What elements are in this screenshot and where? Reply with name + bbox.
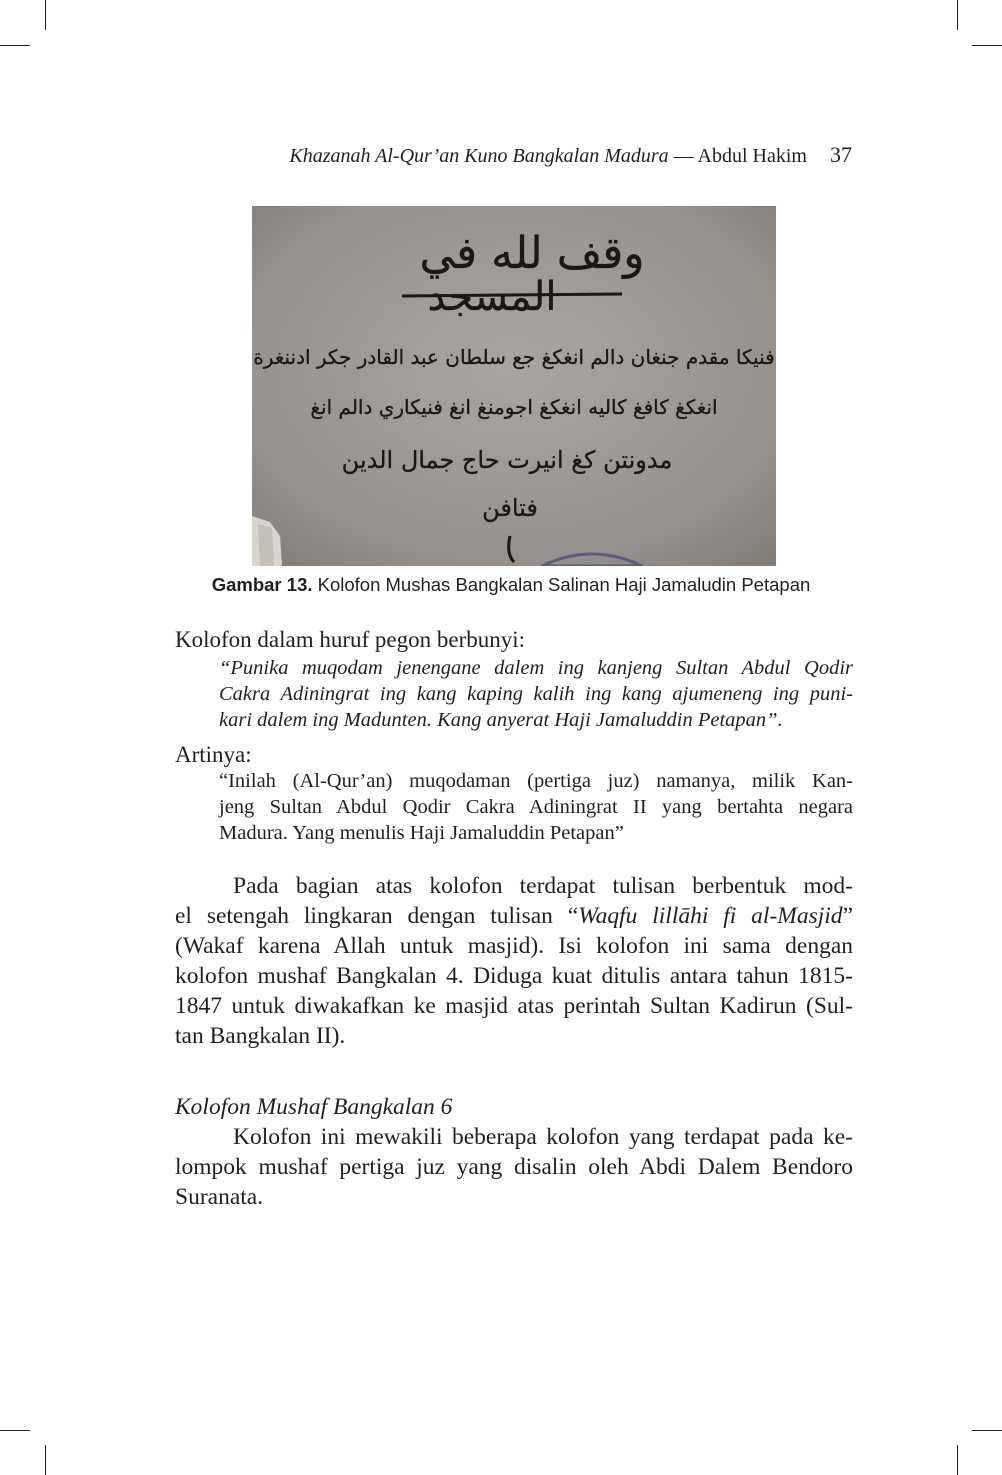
pegon-quote-line: “Punika muqodam jenengane dalem ing kanjeng Sultan Abdul Qodir (219, 657, 853, 679)
crop-mark (0, 45, 30, 46)
arabic-line: المسجد (427, 274, 557, 320)
paragraph-line: Pada bagian atas kolofon terdapat tulisan berbentuk mod- (233, 873, 853, 899)
author-name: — Abdul Hakim (673, 145, 807, 167)
meaning-quote-line: jeng Sultan Abdul Qodir Cakra Adiningrat II yang bertahta negara (219, 796, 853, 818)
crop-mark (972, 1430, 1002, 1431)
arabic-line: مدونتن كغ انيرت حاج جمال الدين (341, 446, 673, 474)
figure-caption (170, 573, 852, 597)
crop-mark (957, 1445, 958, 1475)
meaning-quote-line: “Inilah (Al-Qur’an) muqodaman (pertiga juz) namanya, milik Kan- (219, 770, 853, 792)
body-paragraph (175, 871, 853, 1051)
page-number: 37 (830, 142, 852, 167)
paragraph-line: 1847 untuk diwakafkan ke masjid atas perintah Sultan Kadirun (Sul- (175, 993, 853, 1019)
paragraph-line: lompok mushaf pertiga juz yang disalin oleh Abdi Dalem Bendoro (175, 1154, 853, 1180)
paragraph-text: ” (842, 903, 853, 929)
caption-label: Gambar 13. (211, 574, 313, 595)
pegon-quote-line: kari dalem ing Madunten. Kang anyerat Haji Jamaluddin Petapan”. (219, 709, 783, 731)
intro-label: Kolofon dalam huruf pegon berbunyi: (175, 627, 526, 652)
book-title: Khazanah Al-Qur’an Kuno Bangkalan Madura (289, 145, 669, 167)
paragraph-line (175, 901, 853, 931)
crop-mark (0, 1430, 30, 1431)
running-head (170, 140, 852, 171)
manuscript-image (252, 206, 776, 566)
paragraph-italic: Waqfu lillāhi fi al-Masjid (578, 903, 843, 929)
pegon-quote-line: Cakra Adiningrat ing kang kaping kalih ing kang ajumeneng ing puni- (219, 683, 853, 705)
meaning-quote-line: Madura. Yang menulis Haji Jamaluddin Petapan” (219, 822, 624, 844)
paragraph-line: kolofon mushaf Bangkalan 4. Diduga kuat ditulis antara tahun 1815- (175, 963, 853, 989)
arabic-line: وقف لله في (419, 228, 645, 279)
caption-text: Kolofon Mushas Bangkalan Salinan Haji Jamaludin Petapan (312, 574, 811, 595)
paragraph-line: Suranata. (175, 1184, 264, 1210)
arabic-line: فتافن (482, 494, 538, 522)
colophon-photo (252, 206, 776, 566)
body-paragraph (175, 1122, 853, 1212)
paragraph-line: tan Bangkalan II). (175, 1023, 346, 1049)
paragraph-text: el setengah lingkaran dengan tulisan “ (175, 903, 579, 929)
crop-mark (45, 0, 46, 30)
paragraph-line: Kolofon ini mewakili beberapa kolofon yang terdapat pada ke- (233, 1124, 853, 1150)
arabic-line: فنيكا مقدم جنغان دالم انغكغ جع سلطان عبد القادر جكر ادننغرة (253, 345, 775, 369)
section-heading: Kolofon Mushaf Bangkalan 6 (175, 1094, 453, 1120)
crop-mark (45, 1445, 46, 1475)
paragraph-line: (Wakaf karena Allah untuk masjid). Isi kolofon ini sama dengan (175, 933, 853, 959)
meaning-label: Artinya: (175, 742, 252, 767)
arabic-line: انغكغ كافغ كاليه انغكغ اجومنغ انغ فنيكاري دالم انغ (310, 395, 718, 419)
crop-mark (972, 45, 1002, 46)
crop-mark (957, 0, 958, 30)
